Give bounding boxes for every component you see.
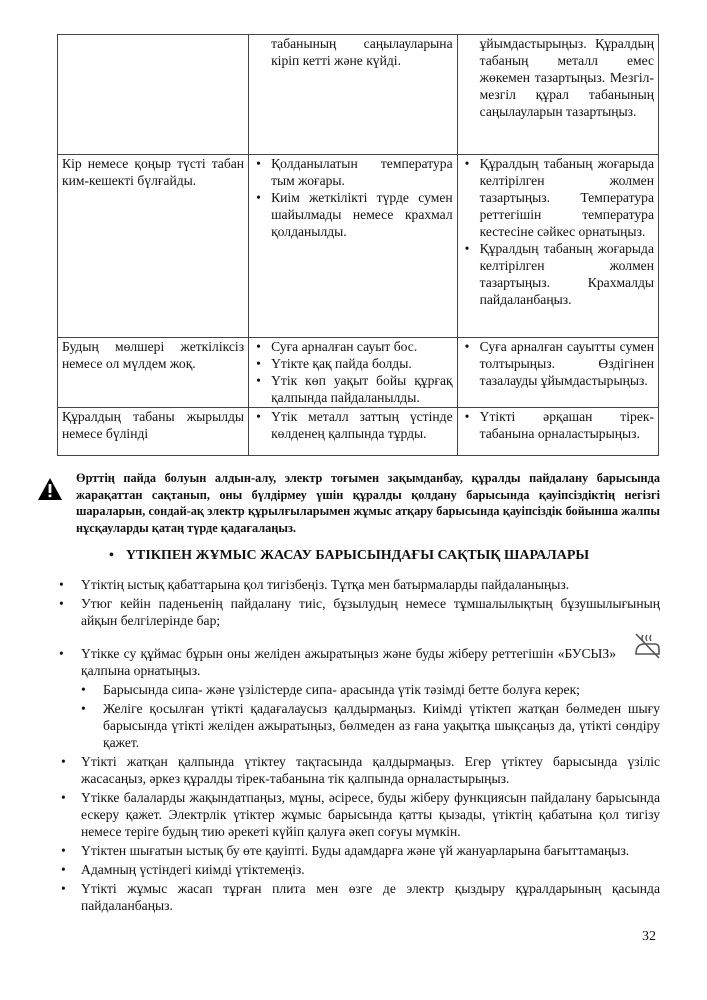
problem-cell (58, 338, 249, 408)
table-row (58, 35, 659, 155)
solutions-cell (457, 338, 658, 408)
page-number: 32 (642, 929, 656, 944)
heading-text: ҮТІКПЕН ЖҰМЫС ЖАСАУ БАРЫСЫНДАҒЫ САҚТЫҚ ШАРАЛАРЫ (125, 548, 590, 563)
heading-bullet: • (109, 548, 114, 563)
cause-item: • Үтік металл заттың үстінде көлденең қалпында тұрды. (253, 408, 453, 442)
list-item: • Үтікті жатқан қалпында үтіктеу тақтасында қалдырмаңыз. Егер үтіктеу барысында үзіліс жасасаңыз, әркез құралды тірек-табанына тік қалпында орналастырыңыз. (59, 753, 660, 787)
cause-item: • Суға арналған сауыт бос. (253, 338, 453, 355)
solutions-cell (457, 35, 658, 155)
solution-item: • Құралдың табаның жоғарыда келтірілген жолмен тазартыңыз. Температура реттегішін температура кестесіне сәйкес орнатыңыз. (462, 155, 654, 240)
solution-item: • Суға арналған сауытты сумен толтырыңыз. Өздігінен тазалауды ұйымдастырыңыз. (462, 338, 654, 389)
list-item-text: Үтікке су құймас бұрын оны желіден ажыратыңыз және буды жіберу реттегішін «БУСЫЗ» қалпына орнатыңыз. (81, 646, 616, 678)
problem-text: Кір немесе қоңыр түсті табан ким-кешекті бүлғайды. (62, 156, 245, 188)
problem-text: Будың мөлшері жеткіліксіз немесе ол мүлдем жоқ. (62, 339, 245, 371)
causes-cell (249, 408, 458, 456)
table-row (58, 338, 659, 408)
problem-cell (58, 408, 249, 456)
solutions-continuation: ұйымдастырыңыз. Құралдың табаның металл емес жөкемен тазартыңыз. Мезгіл-мезгіл құрал табанының саңылауларын тазартыңыз. (479, 36, 654, 119)
cause-item: • Киім жеткілікті түрде сумен шайылмады немесе крахмал қолданылды. (253, 189, 453, 240)
list-item: • Үтікті жұмыс жасап тұрған плита мен өзге де электр қыздыру құралдарының қасында пайдаланбаңыз. (59, 880, 660, 914)
solution-item: • Құралдың табаның жоғарыда келтірілген жолмен тазартыңыз. Крахмалды пайдаланбаңыз. (462, 240, 654, 308)
problem-text: Құралдың табаны жырылды немесе бүлінді (62, 409, 245, 441)
warning-triangle-icon (38, 478, 62, 500)
warning-text: Өрттің пайда болуын алдын-алу, электр тоғымен зақымданбау, құралды пайдалану барысында жарақаттан сақтанып, оны бүлдірмеу үшін құралды қолдану барысында қауіпсіздіктің негізгі шараларын, сондай-ақ электр құрылғыларымен жұмыс атқару барысында қауіпсіздік бойынша жалпы нұсқауларды қатаң түрде қадағалаңыз. (76, 471, 660, 535)
safety-warning (38, 470, 660, 536)
no-steam-icon (632, 632, 662, 662)
list-item: • Желіге қосылған үтікті қадағалаусыз қалдырмаңыз. Киімді үтіктеп жатқан бөлмеден шығу барысында үтікті желіден ажыратыңыз, бөлмеден аз ғана уақытқа шықсаңыз да, үтікті сөндіру қажет. (79, 700, 660, 751)
list-item: • Барысында сипа- және үзілістерде сипа- арасында үтік тәзімді бетте болуға керек; (79, 681, 660, 698)
problem-cell (58, 35, 249, 155)
problem-cell (58, 155, 249, 338)
troubleshooting-table (57, 34, 659, 456)
causes-cell (249, 155, 458, 338)
solution-item: • Үтікті әрқашан тірек-табанына орналастырыңыз. (462, 408, 654, 442)
table-row (58, 408, 659, 456)
safety-rules-list (57, 576, 660, 916)
solutions-cell (457, 155, 658, 338)
table-row (58, 155, 659, 338)
causes-cell (249, 338, 458, 408)
cause-item: • Үтікте қақ пайда болды. (253, 355, 453, 372)
list-item: • Үтікке балаларды жақындатпаңыз, мұны, әсіресе, буды жіберу функциясын пайдалану барысында ескеру қажет. Электрлік үтіктер жұмыс барысында қатты қызады, үтіктің қабатына қол тигізу немесе теріге будың тию әрекеті күйіп қалуға әкеп соғуы мүмкін. (59, 789, 660, 840)
causes-cell (249, 35, 458, 155)
list-item: • Адамның үстіндегі киімді үтіктемеңіз. (59, 861, 660, 878)
cause-item: • Қолданылатын температура тым жоғары. (253, 155, 453, 189)
list-item (57, 645, 660, 679)
section-heading (109, 547, 589, 564)
list-item: • Утюг кейін паденьенің пайдалану тиіс, бұзылудың немесе тұмшалылықтың бұзушылығының айқын белгілерінде бар; (57, 595, 660, 629)
list-item: • Үтіктің ыстық қабаттарына қол тигізбеңіз. Тұтқа мен батырмаларды пайдаланыңыз. (57, 576, 660, 593)
list-item: • Үтіктен шығатын ыстық бу өте қауіпті. Буды адамдарға және үй жануарларына бағыттамаңыз. (59, 842, 660, 859)
cause-item: • Үтік көп уақыт бойы құрғақ қалпында пайдаланылды. (253, 372, 453, 406)
solutions-cell (457, 408, 658, 456)
causes-continuation: табанының саңылауларына кіріп кетті және күйді. (271, 36, 453, 68)
